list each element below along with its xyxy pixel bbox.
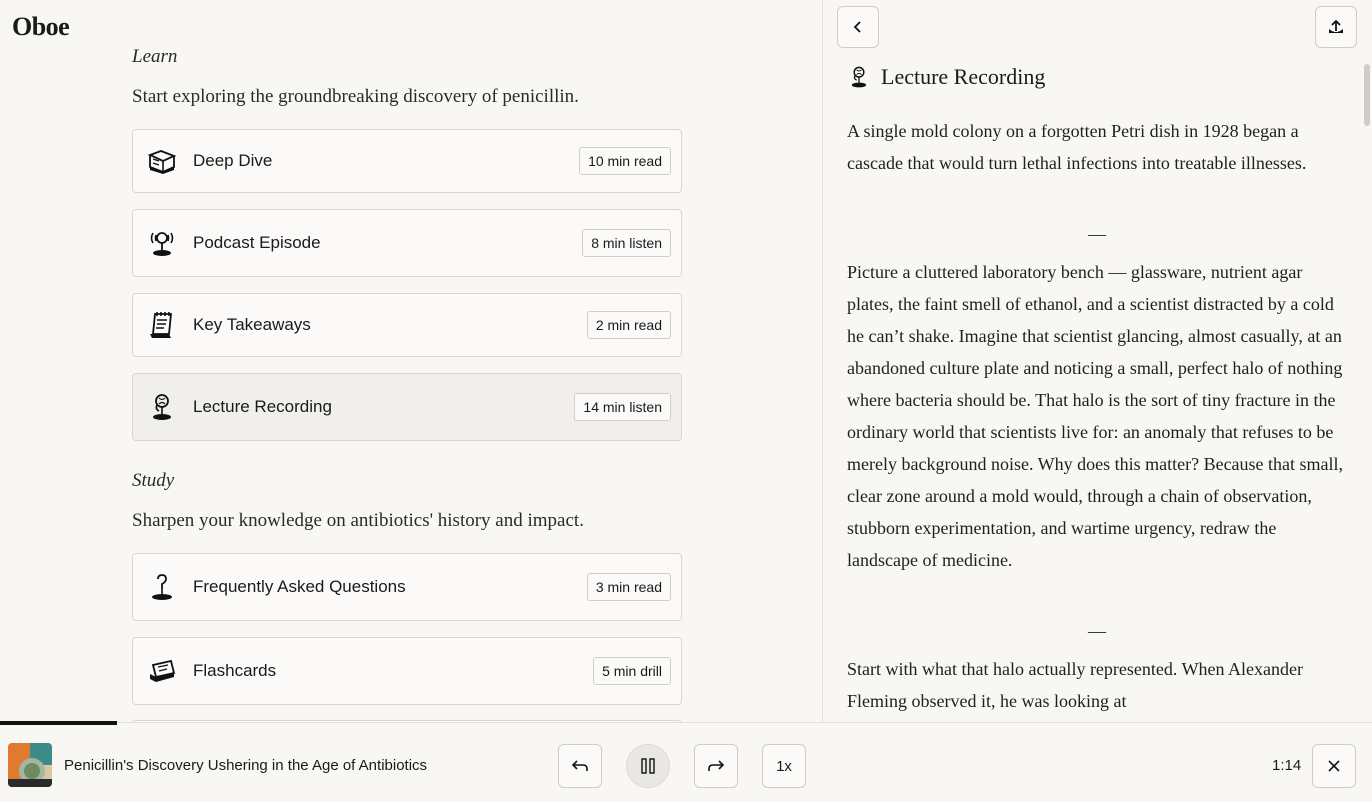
notepad-icon xyxy=(147,310,177,340)
share-button[interactable] xyxy=(1315,6,1357,48)
elapsed-time: 1:14 xyxy=(1272,757,1302,774)
lecture-mic-icon xyxy=(147,392,177,422)
card-deep-dive[interactable] xyxy=(132,129,682,193)
study-section-title: Study xyxy=(132,470,175,491)
study-section-subtitle: Sharpen your knowledge on antibiotics' history and impact. xyxy=(132,510,584,531)
playback-progress[interactable] xyxy=(0,721,117,725)
duration-badge: 10 min read xyxy=(579,147,671,175)
reader-paragraph: Picture a cluttered laboratory bench — glassware, nutrient agar plates, the faint smell of ethanol, and a scientist distracted by a cold he can’t shake. Imagine that scientist glancing, almost casually, at an abandoned culture plate and noticing a small, perfect halo of nothing where bacteria should be. That halo is the sort of tiny fracture in the ordinary world that scientists live for: an anomaly that refuses to be merely background noise. Why does this matter? Because that small, clear zone around a mold would, through a chain of observation, stubborn experimentation, and wartime urgency, redraw the landscape of medicine. xyxy=(847,262,1344,570)
duration-badge: 5 min drill xyxy=(593,657,671,685)
duration-badge: 2 min read xyxy=(587,311,671,339)
reader-title: Lecture Recording xyxy=(881,64,1046,89)
duration-badge: 14 min listen xyxy=(574,393,671,421)
card-label: Lecture Recording xyxy=(193,397,332,416)
chevron-left-icon xyxy=(850,19,866,35)
upload-icon xyxy=(1326,17,1346,37)
card-key-takeaways[interactable] xyxy=(132,293,682,357)
rewind-button[interactable] xyxy=(558,744,602,788)
section-separator: — xyxy=(1088,224,1106,244)
lecture-mic-icon xyxy=(847,64,871,90)
question-pin-icon xyxy=(147,572,177,602)
podcast-mic-icon xyxy=(147,228,177,258)
speed-button[interactable]: 1x xyxy=(762,744,806,788)
section-separator: — xyxy=(1088,621,1106,641)
audio-player xyxy=(0,722,1372,802)
episode-thumbnail xyxy=(8,743,52,787)
card-label: Deep Dive xyxy=(193,151,273,170)
close-player-button[interactable] xyxy=(1312,744,1356,788)
card-label: Podcast Episode xyxy=(193,233,321,252)
app-logo[interactable]: Oboe xyxy=(12,12,70,41)
card-label: Flashcards xyxy=(193,661,277,680)
card-label: Key Takeaways xyxy=(193,315,311,334)
episode-title: Penicillin's Discovery Ushering in the Age of Antibiotics xyxy=(64,757,428,774)
reader-panel xyxy=(823,0,1372,722)
reader-scrollbar[interactable] xyxy=(1364,64,1370,126)
learn-section-subtitle: Start exploring the groundbreaking discovery of penicillin. xyxy=(132,86,579,107)
back-button[interactable] xyxy=(837,6,879,48)
pause-button[interactable] xyxy=(626,744,670,788)
reader-paragraph: A single mold colony on a forgotten Petri dish in 1928 began a cascade that would turn lethal infections into treatable illnesses. xyxy=(847,121,1307,173)
forward-arrow-icon xyxy=(706,758,726,774)
card-lecture-recording[interactable] xyxy=(132,373,682,441)
open-book-icon xyxy=(147,146,177,176)
forward-button[interactable] xyxy=(694,744,738,788)
card-label: Frequently Asked Questions xyxy=(193,577,406,596)
card-flashcards[interactable] xyxy=(132,637,682,705)
pause-icon xyxy=(640,757,656,775)
reader-paragraph: Start with what that halo actually represented. When Alexander Fleming observed it, he was looking at xyxy=(847,659,1304,711)
close-icon xyxy=(1326,758,1342,774)
learn-section-title: Learn xyxy=(132,46,178,67)
duration-badge: 3 min read xyxy=(587,573,671,601)
rewind-arrow-icon xyxy=(570,758,590,774)
card-faq[interactable] xyxy=(132,553,682,621)
duration-badge: 8 min listen xyxy=(582,229,671,257)
flashcards-icon xyxy=(147,656,177,686)
card-podcast-episode[interactable] xyxy=(132,209,682,277)
